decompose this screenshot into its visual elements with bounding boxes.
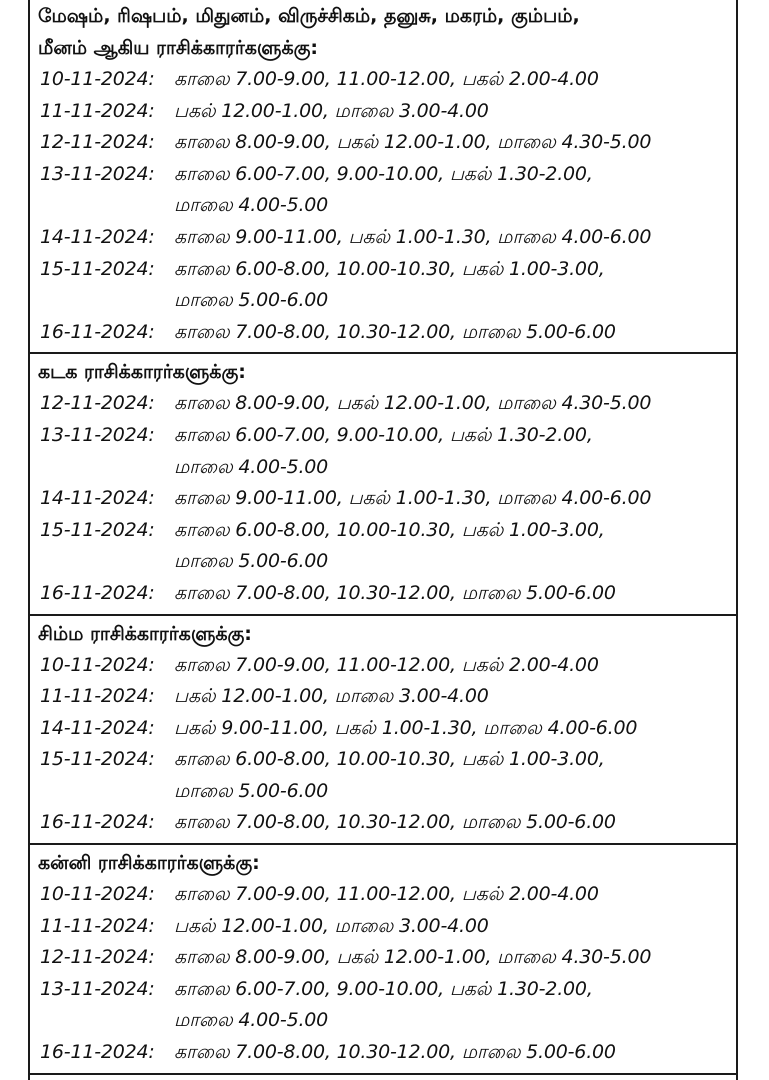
timing-slots [174, 713, 736, 745]
timing-date: 10-11-2024: [40, 653, 155, 676]
timing-row [38, 96, 736, 128]
timing-date: 13-11-2024: [40, 977, 155, 1000]
timing-date: 11-11-2024: [40, 685, 155, 708]
timing-date: 12-11-2024: [40, 131, 155, 154]
timing-row [38, 64, 736, 96]
section-heading-line: கன்னி ராசிக்காரர்களுக்கு: [38, 852, 260, 875]
timing-row [38, 159, 736, 222]
section-heading-line: மீனம் ஆகிய ராசிக்காரர்களுக்கு: [38, 37, 318, 59]
timing-slots-line: காலை 6.00-7.00, 9.00-10.00, பகல் 1.30-2.00, [174, 423, 593, 446]
timing-slots-line: காலை 9.00-11.00, பகல் 1.00-1.30, மாலை 4.00-6.00 [174, 487, 652, 510]
timing-slots-line: காலை 8.00-9.00, பகல் 12.00-1.00, மாலை 4.30-5.00 [174, 131, 652, 154]
timing-slots [174, 254, 736, 317]
timing-row [38, 713, 736, 745]
timing-row [38, 681, 736, 713]
timing-row [38, 483, 736, 515]
timing-slots [174, 911, 736, 943]
timing-slots-line: பகல் 12.00-1.00, மாலை 3.00-4.00 [174, 685, 489, 708]
timing-date: 16-11-2024: [40, 581, 155, 604]
timing-slots [174, 807, 736, 839]
zodiac-section [30, 0, 736, 354]
timing-date: 15-11-2024: [40, 257, 155, 280]
timing-slots-line: மாலை 5.00-6.00 [174, 550, 329, 573]
timing-date: 12-11-2024: [40, 392, 155, 415]
timing-slots [174, 420, 736, 483]
timing-list [38, 64, 736, 348]
timing-slots [174, 317, 736, 349]
timing-slots [174, 1037, 736, 1069]
timing-slots [174, 681, 736, 713]
section-heading-line: சிம்ம ராசிக்காரர்களுக்கு: [38, 622, 252, 645]
timing-slots [174, 974, 736, 1037]
timing-slots-line: காலை 6.00-7.00, 9.00-10.00, பகல் 1.30-2.00, [174, 977, 593, 1000]
section-heading [38, 0, 736, 64]
timing-row [38, 420, 736, 483]
timing-slots-line: காலை 7.00-8.00, 10.30-12.00, மாலை 5.00-6.00 [174, 811, 616, 834]
timing-date: 14-11-2024: [40, 716, 155, 739]
timing-slots-line: காலை 7.00-9.00, 11.00-12.00, பகல் 2.00-4.00 [174, 883, 599, 906]
timing-slots-line: மாலை 4.00-5.00 [174, 1009, 329, 1032]
timing-row [38, 1037, 736, 1069]
timing-date: 14-11-2024: [40, 225, 155, 248]
timing-row [38, 317, 736, 349]
timing-slots [174, 650, 736, 682]
timing-row [38, 222, 736, 254]
timing-date: 13-11-2024: [40, 423, 155, 446]
timing-row [38, 744, 736, 807]
timing-slots [174, 483, 736, 515]
timing-date: 13-11-2024: [40, 162, 155, 185]
timing-list [38, 879, 736, 1069]
timing-row [38, 254, 736, 317]
timing-row [38, 515, 736, 578]
timing-slots-line: காலை 8.00-9.00, பகல் 12.00-1.00, மாலை 4.30-5.00 [174, 946, 652, 969]
section-heading [38, 354, 736, 388]
timing-list [38, 650, 736, 840]
timing-slots [174, 578, 736, 610]
timing-date: 10-11-2024: [40, 883, 155, 906]
timing-row [38, 879, 736, 911]
timing-date: 11-11-2024: [40, 914, 155, 937]
timing-row [38, 650, 736, 682]
timing-slots-line: மாலை 4.00-5.00 [174, 194, 329, 217]
timing-slots-line: பகல் 12.00-1.00, மாலை 3.00-4.00 [174, 914, 489, 937]
timing-slots-line: காலை 7.00-8.00, 10.30-12.00, மாலை 5.00-6.00 [174, 581, 616, 604]
zodiac-section [30, 845, 736, 1075]
timing-slots [174, 96, 736, 128]
timing-slots [174, 744, 736, 807]
timing-slots-line: காலை 9.00-11.00, பகல் 1.00-1.30, மாலை 4.00-6.00 [174, 225, 652, 248]
timing-slots-line: காலை 7.00-8.00, 10.30-12.00, மாலை 5.00-6.00 [174, 1041, 616, 1064]
next-section-heading-cropped [30, 1075, 736, 1080]
section-heading-line: மேஷம், ரிஷபம், மிதுனம், விருச்சிகம், தனுசு, மகரம், கும்பம், [38, 5, 580, 27]
timing-row [38, 388, 736, 420]
timing-slots [174, 127, 736, 159]
timing-row [38, 127, 736, 159]
timing-date: 14-11-2024: [40, 487, 155, 510]
section-heading-line: கடக ராசிக்காரர்களுக்கு: [38, 361, 246, 384]
timing-row [38, 578, 736, 610]
zodiac-section [30, 616, 736, 846]
timing-slots-line: காலை 7.00-9.00, 11.00-12.00, பகல் 2.00-4.00 [174, 68, 599, 90]
timing-slots [174, 222, 736, 254]
timing-slots-line: காலை 7.00-9.00, 11.00-12.00, பகல் 2.00-4.00 [174, 653, 599, 676]
timing-row [38, 807, 736, 839]
timing-row [38, 942, 736, 974]
timing-slots [174, 388, 736, 420]
timing-date: 11-11-2024: [40, 99, 155, 122]
timing-slots [174, 64, 736, 96]
timing-date: 16-11-2024: [40, 811, 155, 834]
timing-slots [174, 159, 736, 222]
timing-slots-line: காலை 6.00-8.00, 10.00-10.30, பகல் 1.00-3.00, [174, 257, 605, 280]
timing-slots-line: மாலை 5.00-6.00 [174, 289, 329, 312]
timing-slots [174, 942, 736, 974]
timing-slots-line: காலை 6.00-7.00, 9.00-10.00, பகல் 1.30-2.00, [174, 162, 593, 185]
timing-slots-line: காலை 6.00-8.00, 10.00-10.30, பகல் 1.00-3.00, [174, 748, 605, 771]
timing-date: 16-11-2024: [40, 1041, 155, 1064]
timing-date: 12-11-2024: [40, 946, 155, 969]
timing-date: 16-11-2024: [40, 320, 155, 343]
timing-date: 10-11-2024: [40, 68, 155, 90]
timing-slots-line: மாலை 4.00-5.00 [174, 455, 329, 478]
timing-date: 15-11-2024: [40, 748, 155, 771]
timing-slots-line: காலை 7.00-8.00, 10.30-12.00, மாலை 5.00-6.00 [174, 320, 616, 343]
timing-slots-line: காலை 6.00-8.00, 10.00-10.30, பகல் 1.00-3.00, [174, 518, 605, 541]
timings-table [28, 0, 738, 1080]
timing-row [38, 911, 736, 943]
timing-slots-line: பகல் 9.00-11.00, பகல் 1.00-1.30, மாலை 4.00-6.00 [174, 716, 638, 739]
section-heading [38, 845, 736, 879]
timing-date: 15-11-2024: [40, 518, 155, 541]
timing-row [38, 974, 736, 1037]
timing-slots-line: மாலை 5.00-6.00 [174, 779, 329, 802]
zodiac-section [30, 354, 736, 615]
timing-slots [174, 515, 736, 578]
timing-list [38, 388, 736, 609]
timing-slots [174, 879, 736, 911]
section-heading [38, 616, 736, 650]
timing-slots-line: காலை 8.00-9.00, பகல் 12.00-1.00, மாலை 4.30-5.00 [174, 392, 652, 415]
timing-slots-line: பகல் 12.00-1.00, மாலை 3.00-4.00 [174, 99, 489, 122]
